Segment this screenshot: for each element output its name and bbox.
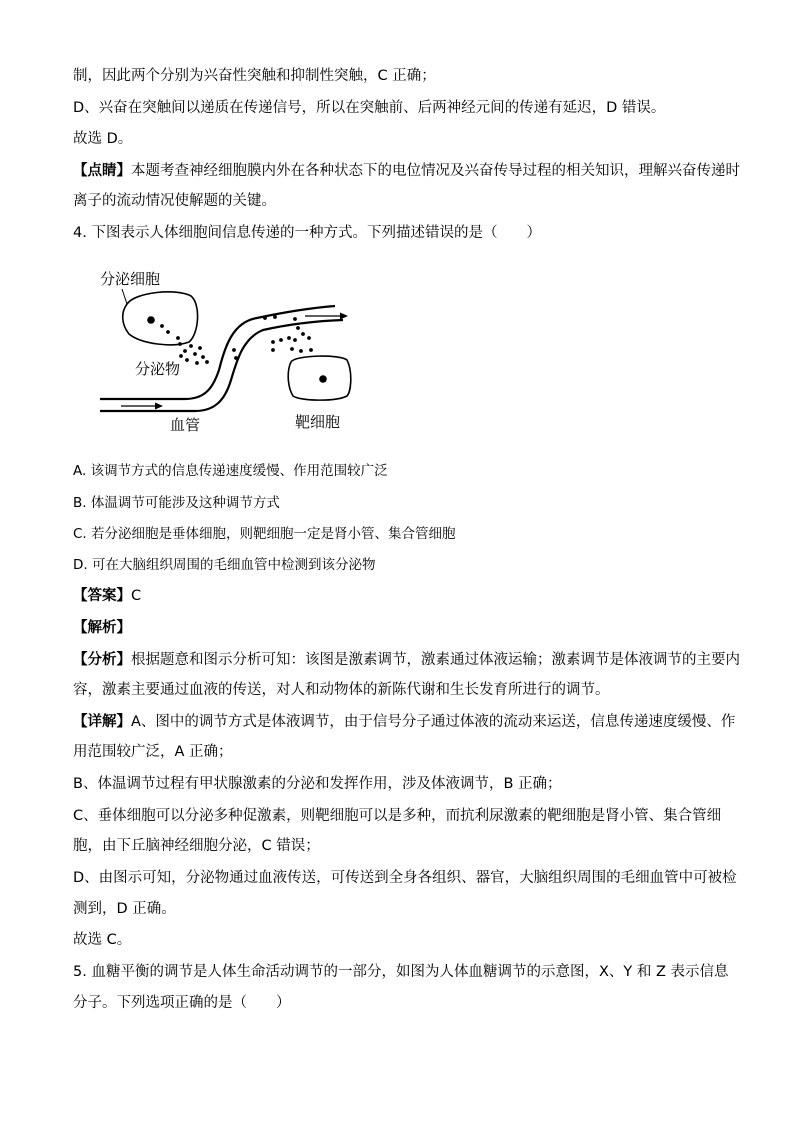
- analysis-line-2: 容，激素主要通过血液的传送，对人和动物体的新陈代谢和生长发育所进行的调节。: [73, 682, 610, 698]
- detail-line: [73, 712, 735, 732]
- text-line: 故选 D。: [73, 131, 133, 147]
- question-5-stem: 5. 血糖平衡的调节是人体生命活动调节的一部分，如图为人体血糖调节的示意图，X、Y 和 Z 表示信息: [73, 964, 729, 980]
- question-5-stem-2: 分子。下列选项正确的是（ ）: [73, 995, 291, 1011]
- analysis-tag: 【解析】: [73, 620, 131, 636]
- question-4-stem: 4. 下图表示人体细胞间信息传递的一种方式。下列描述错误的是（ ）: [73, 225, 541, 241]
- choose-line: 故选 C。: [73, 932, 132, 948]
- label-secretion: 分泌物: [135, 360, 181, 378]
- comment-tag: 【点睛】: [73, 163, 131, 179]
- option-b: B. 体温调节可能涉及这种调节方式: [73, 495, 280, 511]
- option-a: A. 该调节方式的信息传递速度缓慢、作用范围较广泛: [73, 463, 388, 479]
- detail-c: C、垂体细胞可以分泌多种促激素，则靶细胞可以是多种，而抗利尿激素的靶细胞是肾小管、集合管细: [73, 808, 722, 824]
- analysis-line: [73, 650, 740, 670]
- text-line: 制，因此两个分别为兴奋性突触和抑制性突触，C 正确；: [73, 68, 436, 84]
- detail-b: B、体温调节过程有甲状腺激素的分泌和发挥作用，涉及体液调节，B 正确；: [73, 776, 562, 792]
- comment-text: 本题考查神经细胞膜内外在各种状态下的电位情况及兴奋传导过程的相关知识，理解兴奋传递时: [131, 163, 740, 179]
- detail-tag: 【详解】: [73, 714, 131, 730]
- detail-d-2: 测到，D 正确。: [73, 901, 176, 917]
- blood-vessel-upper-wall: [100, 306, 335, 399]
- text-line: D、兴奋在突触间以递质在传递信号，所以在突触前、后两神经元间的传递有延迟，D 错误。: [73, 100, 666, 116]
- answer-value: C: [131, 588, 142, 604]
- secretory-cell-leader: [122, 289, 127, 304]
- analysis-text: 根据题意和图示分析可知：该图是激素调节，激素通过体液运输；激素调节是体液调节的主要内: [131, 652, 740, 668]
- answer-line: [73, 586, 141, 606]
- comment-line: [73, 161, 740, 181]
- label-target-cell: 靶细胞: [295, 413, 341, 431]
- answer-tag: 【答案】: [73, 588, 131, 604]
- detail-d: D、由图示可知，分泌物通过血液传送，可传送到全身各组织、器官，大脑组织周围的毛细血管中可被检: [73, 870, 737, 886]
- secretory-cell-shape: [123, 292, 198, 345]
- detail-text: A、图中的调节方式是体液调节，由于信号分子通过体液的流动来运送，信息传递速度缓慢、作: [131, 714, 736, 730]
- option-d: D. 可在大脑组织周围的毛细血管中检测到该分泌物: [73, 557, 376, 573]
- analysis-sub-tag: 【分析】: [73, 652, 131, 668]
- text-line: 离子的流动情况使解题的关键。: [73, 193, 276, 209]
- label-blood-vessel: 血管: [170, 416, 201, 434]
- detail-line-2: 用范围较广泛，A 正确；: [73, 744, 233, 760]
- detail-c-2: 胞，由下丘脑神经细胞分泌，C 错误；: [73, 838, 320, 854]
- label-secretory-cell: 分泌细胞: [100, 270, 161, 288]
- option-c: C. 若分泌细胞是垂体细胞，则靶细胞一定是肾小管、集合管细胞: [73, 526, 456, 542]
- hormone-transport-figure: [95, 262, 365, 442]
